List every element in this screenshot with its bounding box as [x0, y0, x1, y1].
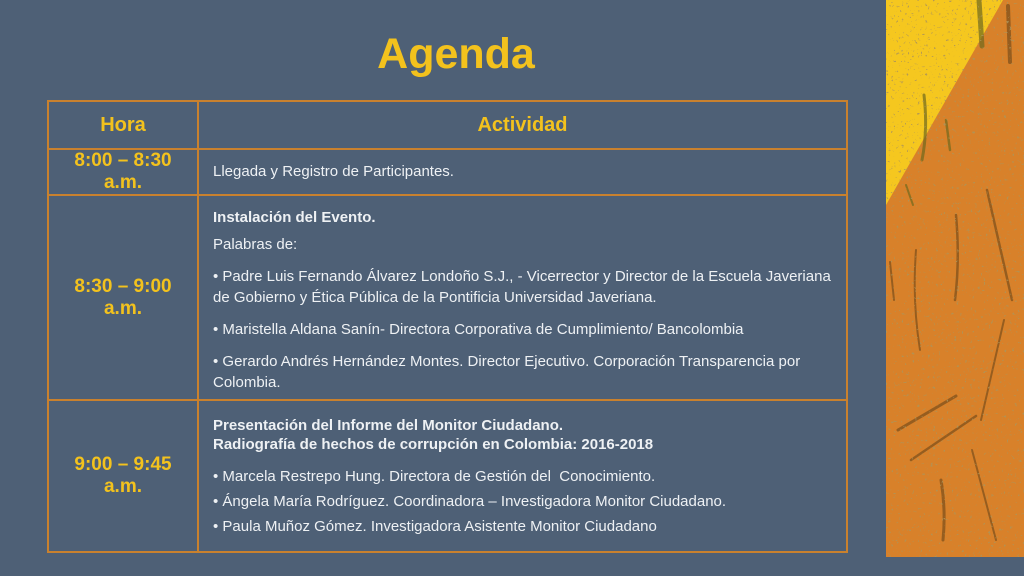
- table-row: [48, 195, 847, 400]
- speaker-bullet: • Gerardo Andrés Hernández Montes. Director Ejecutivo. Corporación Transparencia por Colombia.: [213, 353, 805, 391]
- activity-text: Llegada y Registro de Participantes.: [213, 162, 454, 180]
- slide-title: Agenda: [377, 30, 535, 78]
- speaker-bullet: • Maristella Aldana Sanín- Directora Corporativa de Cumplimiento/ Bancolombia: [213, 321, 744, 338]
- activity-intro: Palabras de:: [213, 236, 298, 253]
- time-cell: 8:30 – 9:00 a.m.: [48, 195, 198, 400]
- table-row: [48, 149, 847, 195]
- activity-cell: [198, 400, 847, 552]
- agenda-table: [47, 100, 848, 553]
- speaker-bullet: • Ángela María Rodríguez. Coordinadora – Investigadora Monitor Ciudadano.: [213, 493, 727, 510]
- column-header-actividad: Actividad: [198, 101, 847, 149]
- speaker-bullet: • Padre Luis Fernando Álvarez Londoño S.J., - Vicerrector y Director de la Escuela Javeriana de Gobierno y Ética Pública de la Pontificia Universidad Javeriana.: [213, 268, 835, 306]
- activity-cell: [198, 149, 847, 195]
- grunge-texture-band: [886, 0, 1024, 557]
- column-header-hora: Hora: [48, 101, 198, 149]
- speaker-bullet: • Paula Muñoz Gómez. Investigadora Asistente Monitor Ciudadano: [213, 518, 657, 535]
- activity-cell: [198, 195, 847, 400]
- time-cell: 9:00 – 9:45 a.m.: [48, 400, 198, 552]
- speaker-bullet: • Marcela Restrepo Hung. Directora de Gestión del Conocimiento.: [213, 468, 656, 485]
- activity-heading: Presentación del Informe del Monitor Ciudadano.: [213, 417, 564, 434]
- activity-subheading: Radiografía de hechos de corrupción en Colombia: 2016-2018: [213, 436, 654, 453]
- time-cell: 8:00 – 8:30 a.m.: [48, 149, 198, 195]
- table-row: [48, 400, 847, 552]
- header-row: [48, 101, 847, 149]
- activity-heading: Instalación del Evento.: [213, 209, 376, 226]
